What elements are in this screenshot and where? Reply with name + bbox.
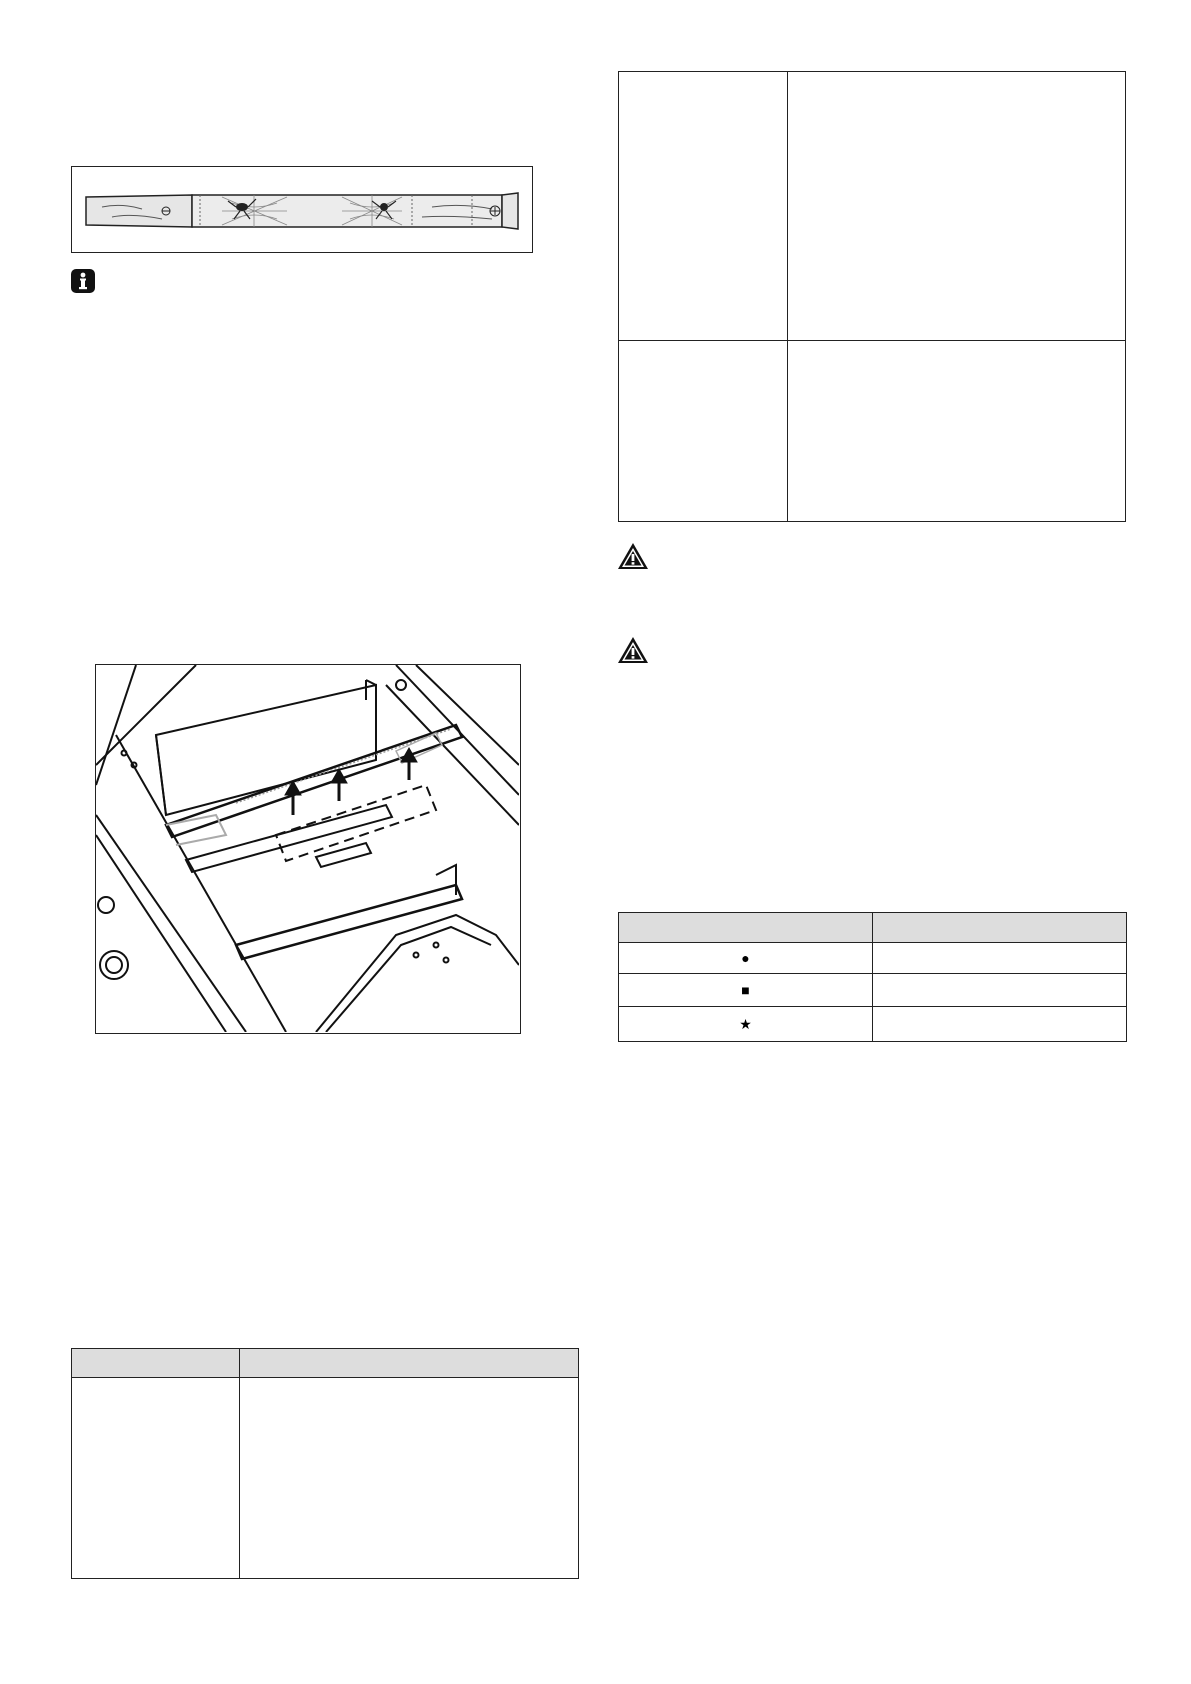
right-table-row (619, 72, 1126, 341)
info-icon (70, 268, 96, 294)
right-table-cell (788, 72, 1126, 341)
burner-removal-illustration (96, 665, 519, 1032)
right-table-cell (619, 72, 788, 341)
symbols-table-cell (873, 1007, 1127, 1042)
symbols-table-header-row (619, 913, 1127, 943)
left-table-cell (72, 1378, 240, 1579)
warning-triangle-icon (617, 636, 649, 664)
symbols-table-row (619, 1007, 1127, 1042)
warning-triangle-icon (617, 542, 649, 570)
symbols-table-cell (873, 943, 1127, 974)
right-table-cell (788, 341, 1126, 522)
right-table-row (619, 341, 1126, 522)
right-table-cell (619, 341, 788, 522)
burner-tube-with-spider-web-icon (72, 167, 531, 251)
burner-removal-figure (95, 664, 521, 1034)
left-table (71, 1348, 579, 1579)
left-table-row (72, 1378, 579, 1579)
left-table-cell (240, 1378, 579, 1579)
left-table-header-row (72, 1349, 579, 1378)
symbols-table (618, 912, 1127, 1042)
symbols-table-header-cell (873, 913, 1127, 943)
symbols-table-cell (873, 974, 1127, 1007)
symbols-table-row (619, 974, 1127, 1007)
burner-strip-figure (71, 166, 533, 253)
filled-circle-icon: ● (619, 943, 873, 974)
filled-square-icon: ■ (619, 974, 873, 1007)
symbols-table-row (619, 943, 1127, 974)
filled-star-icon: ★ (619, 1007, 873, 1042)
symbols-table-header-cell (619, 913, 873, 943)
right-table (618, 71, 1126, 522)
left-table-header-cell (72, 1349, 240, 1378)
left-table-header-cell (240, 1349, 579, 1378)
